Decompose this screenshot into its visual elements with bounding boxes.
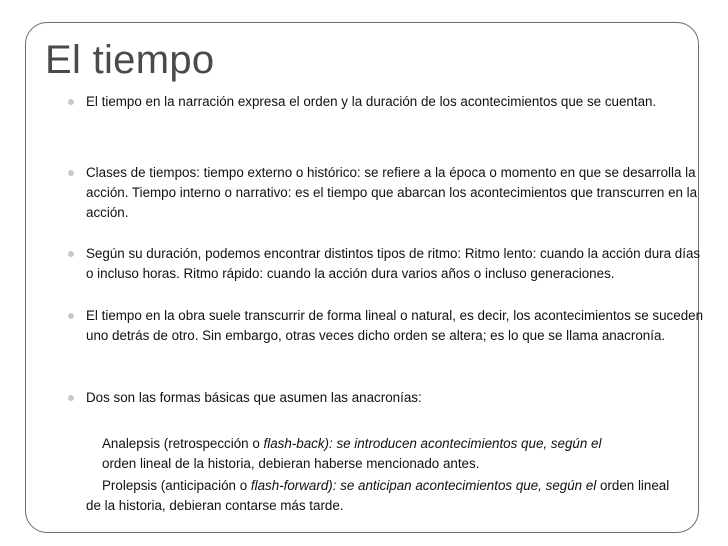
bullet-5: Dos son las formas básicas que asumen las anacronías:: [86, 390, 422, 405]
analepsis-italic: flash-back): se introducen acontecimientos que, según el: [263, 436, 602, 451]
bullet-3: Según su duración, podemos encontrar distintos tipos de ritmo: Ritmo lento: cuando la acción dura días o incluso horas. Ritmo rápido: cuando la acción dura varios años o incluso generaciones.: [86, 246, 701, 281]
bullet-marker-2: [68, 170, 74, 176]
bullet-marker-5: [68, 395, 74, 401]
bullet-marker-1: [68, 99, 74, 105]
analepsis-item: [86, 434, 711, 474]
slide-title: El tiempo: [45, 38, 215, 82]
prolepsis-lead: Prolepsis (anticipación o: [102, 478, 251, 493]
bullet-marker-3: [68, 251, 74, 257]
analepsis-rest: orden lineal de la historia, debieran haberse mencionado antes.: [102, 456, 480, 471]
bullet-1: El tiempo en la narración expresa el orden y la duración de los acontecimientos que se cuentan.: [86, 94, 657, 109]
prolepsis-item: [86, 476, 711, 516]
prolepsis-rest: de la historia, debieran contarse más tarde.: [86, 498, 344, 513]
bullet-4: El tiempo en la obra suele transcurrir de forma lineal o natural, es decir, los acontecimientos se suceden uno detrás de otro. Sin embargo, otras veces dicho orden se altera; es lo que se llama anacronía.: [86, 308, 704, 343]
bullet-marker-4: [68, 313, 74, 319]
analepsis-lead: Analepsis (retrospección o: [102, 436, 264, 451]
bullet-2: Clases de tiempos: tiempo externo o histórico: se refiere a la época o momento en que se desarrolla la acción. Tiempo interno o narrativo: es el tiempo que abarcan los acontecimientos que transcurren en la acción.: [86, 165, 698, 220]
prolepsis-rest-inline: orden lineal: [596, 478, 670, 493]
prolepsis-italic: flash-forward): se anticipan acontecimientos que, según el: [250, 478, 597, 493]
